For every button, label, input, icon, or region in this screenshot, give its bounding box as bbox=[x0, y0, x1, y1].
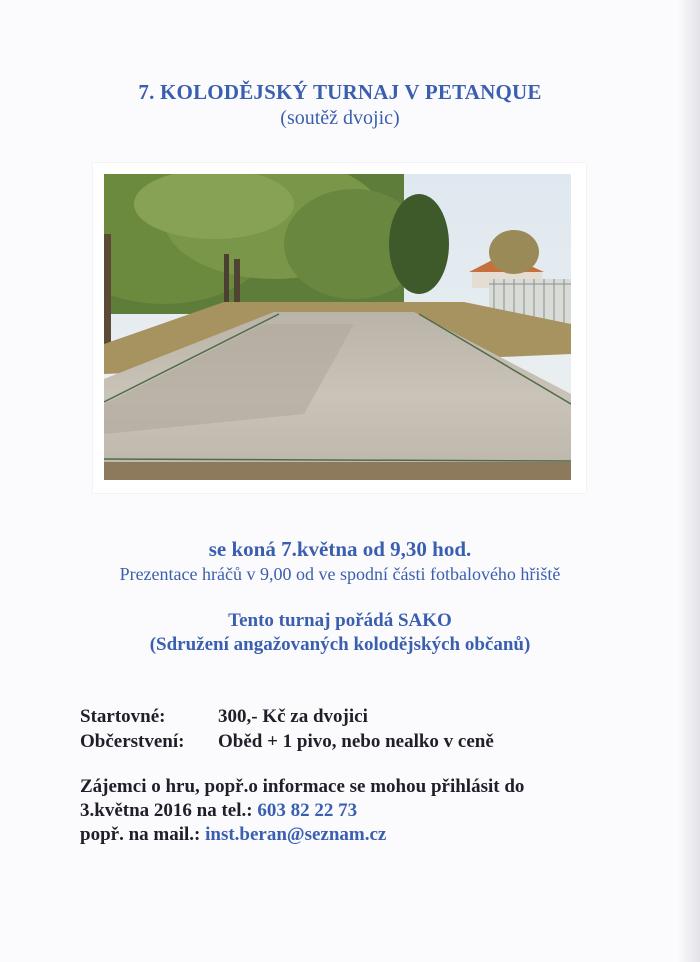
page-title: 7. KOLODĚJSKÝ TURNAJ V PETANQUE bbox=[138, 80, 542, 104]
contact-phone-line bbox=[80, 800, 357, 822]
organizer-line: Tento turnaj pořádá SAKO bbox=[228, 610, 452, 631]
page-subtitle: (soutěž dvojic) bbox=[280, 107, 400, 129]
contact-email[interactable]: inst.beran@seznam.cz bbox=[205, 824, 387, 845]
entry-fee-value: 300,- Kč za dvojici bbox=[218, 706, 368, 727]
refreshments-value: Oběd + 1 pivo, nebo nealko v ceně bbox=[218, 731, 494, 752]
contact-email-prefix: popř. na mail.: bbox=[80, 824, 206, 845]
refreshments-label: Občerstvení: bbox=[80, 731, 185, 752]
contact-intro: Zájemci o hru, popř.o informace se mohou přihlásit do bbox=[80, 776, 525, 797]
entry-fee-row bbox=[80, 706, 368, 728]
organizer-full-name: (Sdružení angažovaných kolodějských občanů) bbox=[149, 634, 531, 655]
entry-fee-label: Startovné: bbox=[80, 706, 166, 727]
contact-phone[interactable]: 603 82 22 73 bbox=[257, 800, 358, 821]
event-date-time: se koná 7.května od 9,30 hod. bbox=[208, 537, 472, 561]
contact-phone-prefix: 3.května 2016 na tel.: bbox=[80, 800, 258, 821]
contact-email-line bbox=[80, 824, 386, 846]
petanque-court-photo bbox=[104, 174, 571, 480]
presentation-note: Prezentace hráčů v 9,00 od ve spodní části fotbalového hřiště bbox=[119, 564, 561, 584]
refreshments-row bbox=[80, 731, 494, 753]
paper-edge-shadow bbox=[678, 0, 700, 962]
